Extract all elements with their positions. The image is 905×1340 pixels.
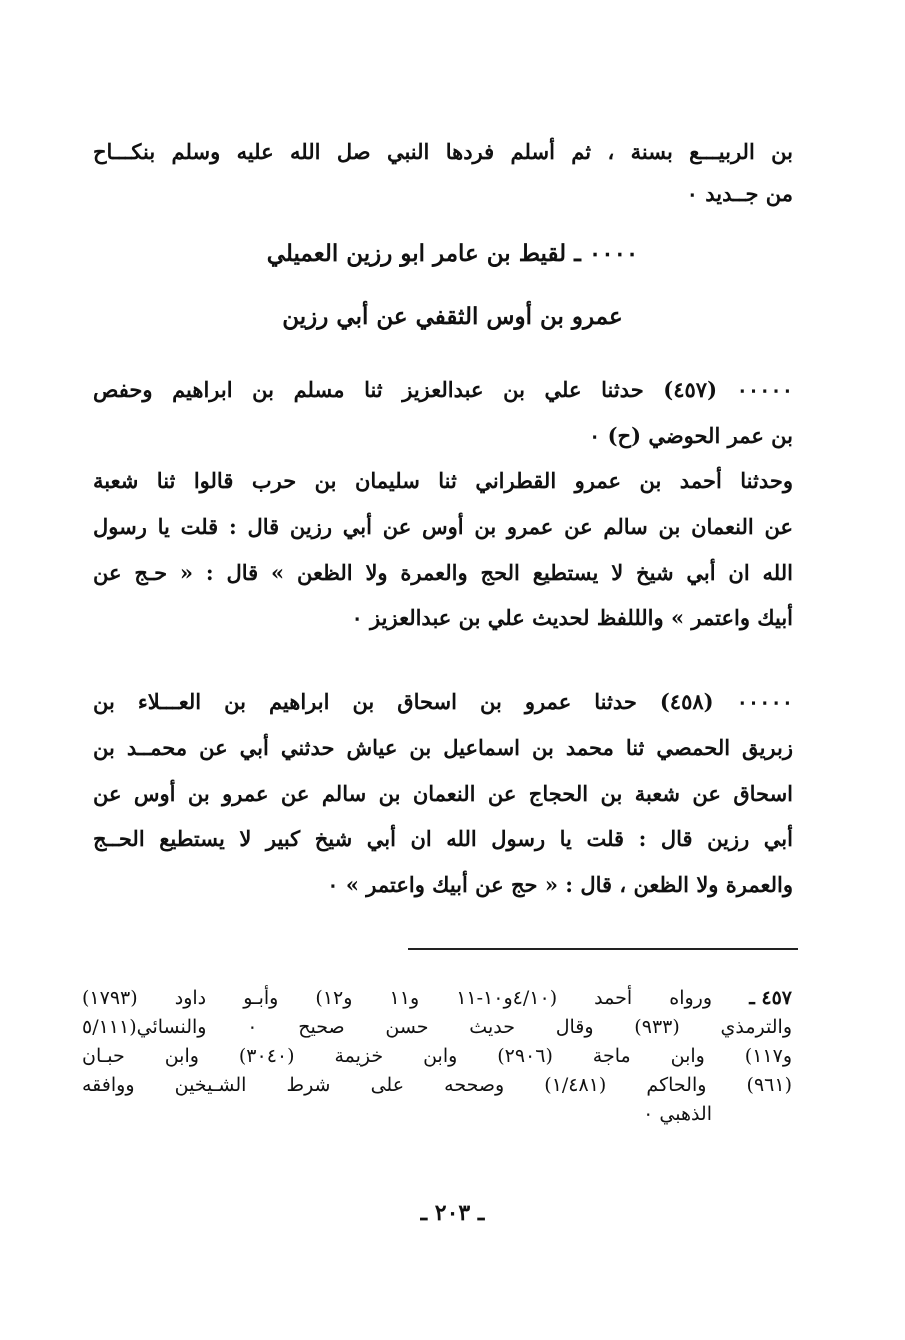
hadith-458-line-3: اسحاق عن شعبة بن الحجاج عن النعمان بن سالم عن عمرو بن أوس عن (93, 781, 793, 806)
hadith-458-line-2: زبريق الحمصي ثنا محمد بن اسماعيل بن عياش حدثني أبي عن محمــد بن (93, 735, 793, 760)
hadith-457-line-6: أبيك واعتمر » والللفظ لحديث علي بن عبدالعزيز ٠ (351, 605, 793, 630)
hadith-458-line-4: أبي رزين قال : قلت يا رسول الله ان أبي شيخ كبير لا يستطيع الحــج (93, 826, 793, 851)
section-heading: ٠٠٠٠ ـ لقيط بن عامر ابو رزين العميلي (266, 240, 639, 267)
continuation-line-2: من جــديد ٠ (686, 181, 793, 206)
footnote-line-2: والترمذي (٩٣٣) وقال حديث حسن صحيح ٠ والنسائي(٥/١١١ (82, 1016, 793, 1038)
footnote-number: ٤٥٧ ـ (749, 987, 792, 1009)
hadith-458-line-1: ٠٠٠٠٠ (٤٥٨) حدثنا عمرو بن اسحاق بن ابراهيم بن العـــلاء بن (93, 689, 794, 714)
footnote-line-4: (٩٦١) والحاكم (١/٤٨١) وصححه على شرط الشـيخين ووافقه (82, 1074, 792, 1096)
footnote-line-1: ورواه أحمد (٤/١٠و١٠-١١ و١١ و١٢) وأبـو داود (١٧٩٣) (82, 987, 713, 1009)
hadith-457-line-5: الله ان أبي شيخ لا يستطيع الحج والعمرة ولا الظعن » قال : « حـج عن (93, 560, 793, 585)
hadith-457-line-2: بن عمر الحوضي (ح) ٠ (588, 423, 793, 448)
footnote-line-3: و١١٧) وابن ماجة (٢٩٠٦) وابن خزيمة (٣٠٤٠) وابن حبـان (82, 1045, 792, 1067)
footnote-separator (408, 948, 798, 950)
hadith-457-line-4: عن النعمان بن سالم عن عمرو بن أوس عن أبي رزين قال : قلت يا رسول (93, 514, 793, 539)
page-number: ـ ٢٠٣ ـ (420, 1200, 485, 1226)
hadith-457-line-1: ٠٠٠٠٠ (٤٥٧) حدثنا علي بن عبدالعزيز ثنا مسلم بن ابراهيم وحفص (93, 377, 793, 402)
section-subheading: عمرو بن أوس الثقفي عن أبي رزين (282, 303, 623, 330)
continuation-line-1: بن الربيـــع بسنة ، ثم أسلم فردها النبي صل الله عليه وسلم بنكـــاح (93, 139, 793, 164)
footnote-line-5: الذهبي ٠ (643, 1103, 712, 1125)
hadith-458-line-5: والعمرة ولا الظعن ، قال : « حج عن أبيك واعتمر » ٠ (327, 872, 793, 897)
hadith-457-line-3: وحدثنا أحمد بن عمرو القطراني ثنا سليمان بن حرب قالوا ثنا شعبة (93, 468, 793, 493)
